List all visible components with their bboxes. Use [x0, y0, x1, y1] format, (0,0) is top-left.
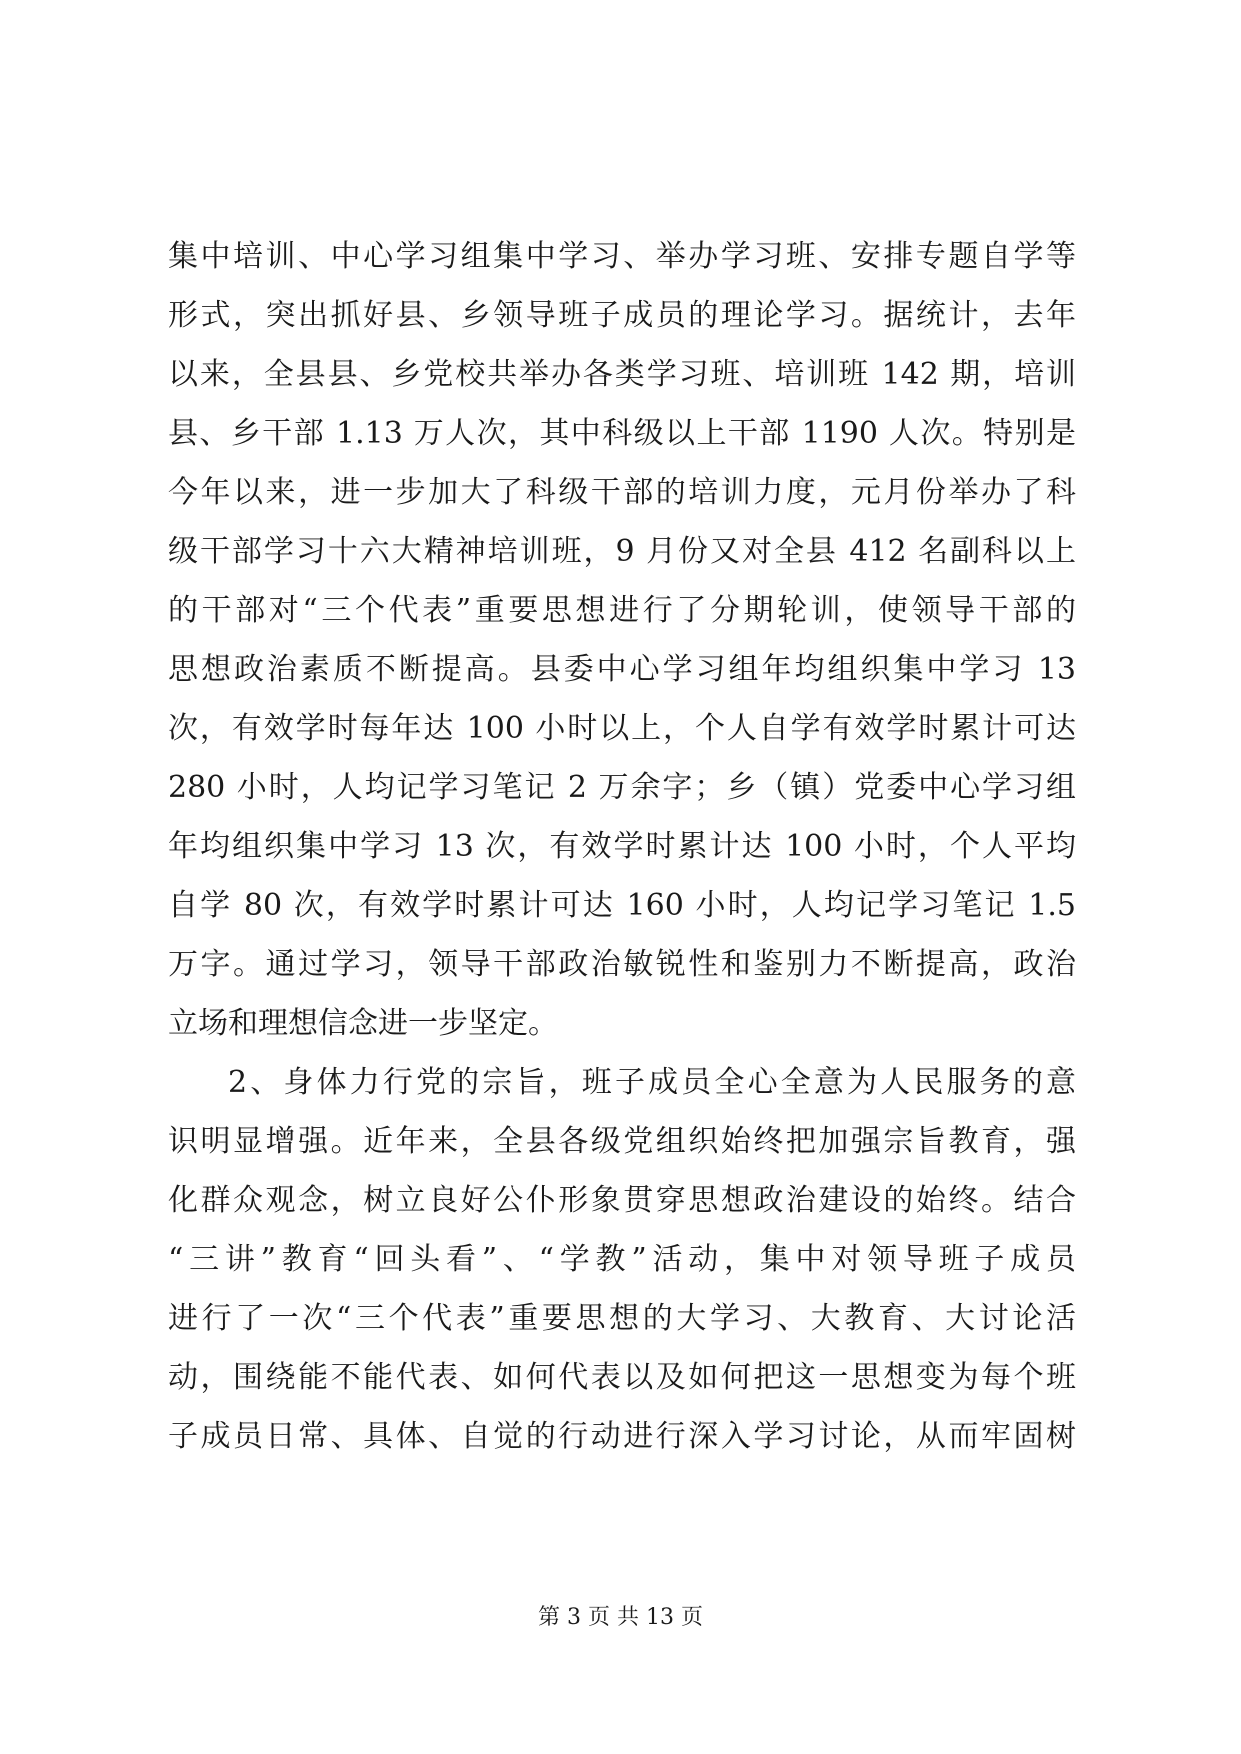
text-line: 280 小时，人均记学习笔记 2 万余字；乡（镇）党委中心学习组 — [168, 770, 1076, 805]
text-line: 年均组织集中学习 13 次，有效学时累计达 100 小时，个人平均 — [168, 829, 1076, 864]
text-line: 万字。通过学习，领导干部政治敏锐性和鉴别力不断提高，政治 — [168, 947, 1076, 982]
text-line: 识明显增强。近年来，全县各级党组织始终把加强宗旨教育，强 — [168, 1124, 1076, 1159]
text-line: 次，有效学时每年达 100 小时以上，个人自学有效学时累计可达 — [168, 711, 1076, 746]
text-line: 思想政治素质不断提高。县委中心学习组年均组织集中学习 13 — [168, 652, 1076, 687]
text-line: “三讲”教育“回头看”、“学教”活动，集中对领导班子成员 — [168, 1242, 1076, 1277]
text-line: 动，围绕能不能代表、如何代表以及如何把这一思想变为每个班 — [168, 1360, 1076, 1395]
paragraph-first-line: 2、身体力行党的宗旨，班子成员全心全意为人民服务的意 — [228, 1065, 1076, 1100]
text-line: 自学 80 次，有效学时累计可达 160 小时，人均记学习笔记 1.5 — [168, 888, 1076, 923]
text-line: 化群众观念，树立良好公仆形象贯穿思想政治建设的始终。结合 — [168, 1183, 1076, 1218]
text-line: 今年以来，进一步加大了科级干部的培训力度，元月份举办了科 — [168, 475, 1076, 510]
text-line: 进行了一次“三个代表”重要思想的大学习、大教育、大讨论活 — [168, 1301, 1076, 1336]
text-line: 立场和理想信念进一步坚定。 — [168, 1006, 558, 1041]
body-text — [168, 227, 1076, 1466]
page-footer: 第 3 页 共 13 页 — [538, 1605, 703, 1630]
text-line: 子成员日常、具体、自觉的行动进行深入学习讨论，从而牢固树 — [168, 1419, 1076, 1454]
text-line: 集中培训、中心学习组集中学习、举办学习班、安排专题自学等 — [168, 239, 1076, 274]
text-line: 级干部学习十六大精神培训班，9 月份又对全县 412 名副科以上 — [168, 534, 1076, 569]
text-line: 县、乡干部 1.13 万人次，其中科级以上干部 1190 人次。特别是 — [168, 416, 1076, 451]
text-line: 形式，突出抓好县、乡领导班子成员的理论学习。据统计，去年 — [168, 298, 1076, 333]
text-line: 以来，全县县、乡党校共举办各类学习班、培训班 142 期，培训 — [168, 357, 1076, 392]
text-line: 的干部对“三个代表”重要思想进行了分期轮训，使领导干部的 — [168, 593, 1076, 628]
